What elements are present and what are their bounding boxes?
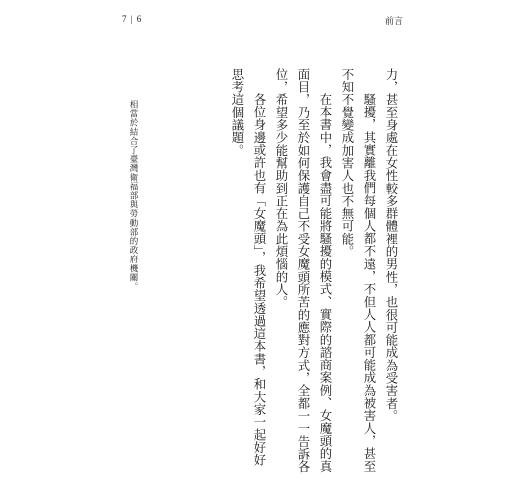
paragraph: 力，甚至身處在女性較多群體裡的男性，也很可能成為受害者。 (384, 68, 399, 423)
paragraph: 騷擾，其實離我們每個人都不遠，不但人人都可能成為被害人，甚至不知不覺變成加害人也不無可能。 (340, 68, 377, 473)
page-number: 7 | 6 (122, 14, 143, 24)
body-text (226, 68, 402, 478)
page-header (0, 14, 520, 30)
paragraph: 各位身邊或許也有「女魔頭」，我希望透過這本書，和大家一起好好思考這個議題。 (230, 68, 267, 467)
footnote: 相當於結合了臺灣衛福部與勞動部的政府機關。 (128, 100, 138, 292)
running-head: 前言 (385, 17, 404, 27)
paragraph: 在本書中，我會盡可能將騷擾的模式、實際的諮商案例、女魔頭的真面目，乃至於如何保護自己不受女魔頭所苦的應對方式，全都一一告訴各位，希望多少能幫助到正在為此煩惱的人。 (274, 68, 333, 473)
